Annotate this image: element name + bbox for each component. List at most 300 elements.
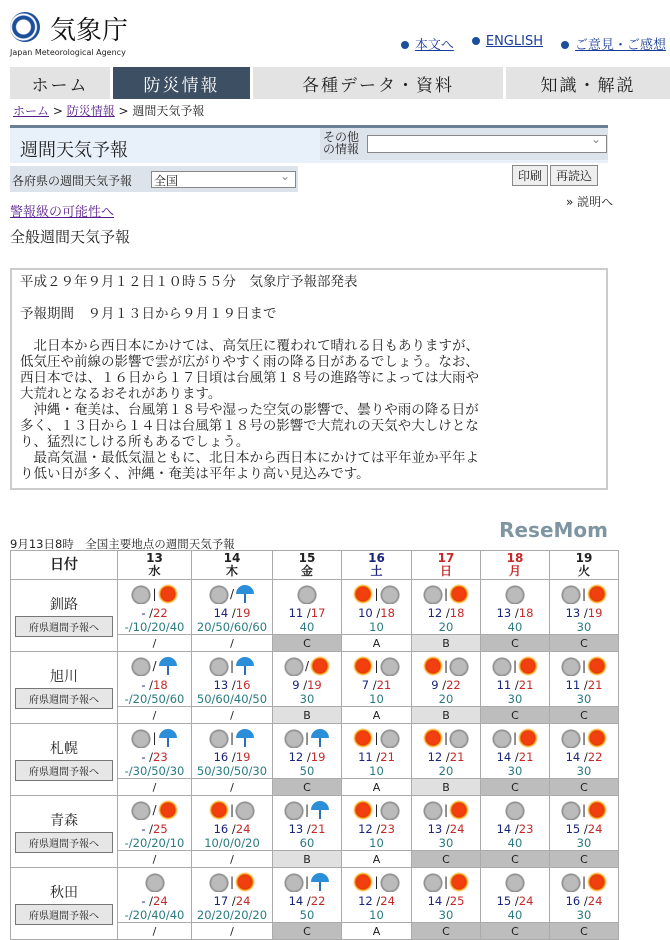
sun-icon: [423, 656, 443, 676]
weekday: 水: [148, 564, 161, 578]
reliability-cell: C: [412, 851, 481, 868]
weather-separator: |: [152, 731, 157, 745]
day-number: 13: [146, 551, 163, 565]
forecast-cell: | 12 /21 20: [412, 724, 481, 779]
cloud-icon: [235, 800, 255, 820]
cloud-icon: [561, 656, 581, 676]
min-temp: -: [141, 606, 146, 620]
sun-icon: [518, 656, 538, 676]
cloud-icon: [423, 800, 443, 820]
cloud-icon: [492, 728, 512, 748]
precip-prob: -/10/20/40: [124, 620, 185, 634]
cloud-icon: [209, 656, 229, 676]
forecast-cell: | 11 /21 30: [481, 652, 550, 707]
day-number: 16: [368, 551, 385, 565]
day-number: 17: [437, 551, 455, 565]
sun-icon: [449, 584, 469, 604]
weather-separator: |: [152, 587, 157, 601]
reliability-cell: /: [192, 707, 273, 724]
reliability-cell: A: [342, 635, 412, 652]
city-name: 旭川: [50, 669, 78, 685]
nav-knowledge[interactable]: 知識・解説: [506, 67, 670, 99]
day-number: 14: [223, 551, 241, 565]
max-temp: 21: [380, 750, 395, 764]
logo-subtitle: Japan Meteorological Agency: [10, 48, 126, 57]
precip-prob: 20/50/60/60: [196, 620, 268, 634]
pref-select[interactable]: 全国 ⌄: [151, 171, 296, 188]
precip-prob: -/30/50/30: [124, 764, 185, 778]
forecast-cell: | 14 /21 30: [481, 724, 550, 779]
precip-prob: -/20/40/40: [124, 908, 185, 922]
day-number: 18: [506, 551, 524, 565]
cloud-icon: [449, 728, 469, 748]
weather-separator: |: [304, 731, 310, 745]
breadcrumb-home[interactable]: ホーム: [13, 104, 50, 118]
min-temp: 12: [288, 750, 304, 764]
cloud-icon: [209, 728, 229, 748]
precip-prob: 50: [299, 908, 315, 922]
nav-disaster-info[interactable]: 防災情報: [113, 67, 250, 99]
main-nav: [10, 67, 670, 99]
reliability-cell: C: [481, 779, 550, 796]
weekday: 火: [577, 564, 590, 578]
cloud-icon: [561, 800, 581, 820]
umbrella-icon: [235, 656, 255, 676]
city-cell: [11, 652, 118, 724]
reliability-cell: C: [550, 707, 619, 724]
min-temp: 13: [288, 822, 304, 836]
max-temp: 21: [587, 678, 603, 692]
forecast-cell: | 12 /19 50: [273, 724, 342, 779]
breadcrumb: ホーム > 防災情報 > 週間天気予報: [13, 104, 205, 118]
weather-separator: /: [304, 659, 310, 673]
reliability-cell: C: [550, 851, 619, 868]
min-temp: 11: [565, 678, 581, 692]
max-temp: 22: [446, 678, 461, 692]
reliability-cell: A: [342, 779, 412, 796]
weather-separator: |: [374, 659, 379, 673]
reload-button[interactable]: 再読込: [550, 165, 598, 186]
precip-prob: 20: [438, 692, 454, 706]
precip-prob: -/20/20/10: [124, 836, 185, 850]
min-temp: 12: [427, 606, 443, 620]
precip-prob: 10: [369, 836, 384, 850]
forecast-text: 平成２９年９月１２日１０時５５分 気象庁予報部発表 予報期間 ９月１３日から９月１９日まで 北日本から西日本にかけては、高気圧に覆われて晴れる日もありますが、 低気圧や前線の影響で雲が広がりやすく雨の降る日があるでしょう。なお、 西日本では、１６日から１７日頃は台風第１８号の進路等によっては大雨や 大荒れとなるおそれがあります。 沖縄・奄美は、台風第１８号や湿った空気の影響で、曇りや雨の降る日が 多く、１３日から１４日は台風第１８号の影響で大荒れの天気や大しけとな り、猛烈にしける所もあるでしょう。 最高気温・最低気温ともに、北日本から西日本にかけては平年並か平年よ り低い日が多く、沖縄・奄美は平年より高い見込みです。: [10, 268, 608, 490]
forecast-cell: / - /18 -/20/50/60: [118, 652, 192, 707]
weather-separator: |: [304, 803, 310, 817]
max-temp: 18: [153, 678, 168, 692]
pref-forecast-button[interactable]: 府県週間予報へ: [15, 760, 113, 781]
max-temp: 21: [518, 750, 534, 764]
forecast-cell: | 10 /18 10: [342, 580, 412, 635]
reliability-cell: B: [273, 851, 342, 868]
forecast-cell: - /24 -/20/40/40: [118, 868, 192, 923]
cloud-icon: [131, 728, 151, 748]
min-temp: 14: [496, 822, 512, 836]
sun-icon: [310, 656, 330, 676]
cloud-icon: [131, 584, 151, 604]
weekday: 金: [300, 564, 313, 578]
reliability-cell: B: [412, 707, 481, 724]
min-temp: 14: [213, 606, 229, 620]
max-temp: 16: [235, 678, 251, 692]
day-header: [550, 551, 619, 580]
city-name: 釧路: [50, 597, 78, 613]
weather-separator: |: [229, 875, 235, 889]
reliability-cell: A: [342, 851, 412, 868]
link-english[interactable]: ENGLISH: [485, 34, 543, 49]
precip-prob: 20/20/20/20: [196, 908, 268, 922]
pref-forecast-button[interactable]: 府県週間予報へ: [15, 616, 113, 637]
precip-prob: 50/60/40/50: [196, 692, 268, 706]
min-temp: -: [141, 822, 146, 836]
print-button[interactable]: 印刷: [512, 165, 548, 186]
max-temp: 19: [587, 606, 603, 620]
min-temp: 11: [288, 606, 304, 620]
precip-prob: 30: [576, 620, 592, 634]
explain-link[interactable]: » 説明へ: [566, 195, 614, 209]
umbrella-icon: [310, 800, 330, 820]
day-header: [118, 551, 192, 580]
forecast-cell: | 17 /24 20/20/20/20: [192, 868, 273, 923]
max-temp: 18: [380, 606, 395, 620]
umbrella-icon: [235, 728, 255, 748]
sun-icon: [587, 656, 607, 676]
forecast-cell: / 9 /19 30: [273, 652, 342, 707]
cloud-icon: [284, 872, 304, 892]
weather-separator: |: [581, 803, 587, 817]
reliability-cell: C: [550, 923, 619, 940]
nav-home[interactable]: ホーム: [10, 67, 110, 99]
reliability-cell: /: [192, 851, 273, 868]
min-temp: 14: [427, 894, 443, 908]
day-header: [412, 551, 481, 580]
precip-prob: 30: [299, 692, 315, 706]
precip-prob: 40: [507, 836, 523, 850]
table-row: [11, 796, 619, 851]
precip-prob: 30: [438, 908, 454, 922]
weather-separator: |: [581, 659, 587, 673]
weather-separator: |: [443, 659, 449, 673]
sun-icon: [209, 800, 229, 820]
sun-icon: [587, 872, 607, 892]
cloud-icon: [297, 584, 317, 604]
forecast-cell: | 9 /22 20: [412, 652, 481, 707]
max-temp: 18: [449, 606, 465, 620]
sun-icon: [587, 800, 607, 820]
forecast-cell: | 14 /25 30: [412, 868, 481, 923]
forecast-cell: | 13 /21 60: [273, 796, 342, 851]
city-cell: [11, 724, 118, 796]
min-temp: 13: [496, 606, 512, 620]
reliability-cell: /: [118, 923, 192, 940]
max-temp: 18: [518, 606, 534, 620]
min-temp: 15: [496, 894, 512, 908]
table-row: [11, 868, 619, 923]
breadcrumb-current: 週間天気予報: [132, 104, 205, 118]
max-temp: 19: [310, 750, 326, 764]
max-temp: 22: [153, 606, 168, 620]
city-name: 青森: [50, 813, 78, 829]
forecast-cell: 11 /17 40: [273, 580, 342, 635]
precip-prob: 50/30/50/30: [196, 764, 268, 778]
forecast-cell: | - /23 -/30/50/30: [118, 724, 192, 779]
precip-prob: 40: [507, 620, 523, 634]
city-cell: [11, 580, 118, 652]
max-temp: 24: [235, 822, 251, 836]
cloud-icon: [380, 872, 400, 892]
cloud-icon: [561, 728, 581, 748]
max-temp: 19: [307, 678, 322, 692]
day-header: [192, 551, 273, 580]
bullet-icon: [401, 41, 409, 49]
other-info-select[interactable]: [367, 135, 607, 153]
cloud-icon: [380, 656, 400, 676]
umbrella-icon: [235, 584, 255, 604]
forecast-cell: / - /25 -/20/20/10: [118, 796, 192, 851]
min-temp: 13: [565, 606, 581, 620]
weather-separator: /: [152, 659, 157, 673]
link-main-content[interactable]: 本文へ: [414, 38, 454, 53]
cloud-icon: [209, 584, 229, 604]
cloud-icon: [380, 728, 400, 748]
forecast-cell: | 11 /21 30: [550, 652, 619, 707]
reliability-cell: C: [550, 635, 619, 652]
precip-prob: -/20/50/60: [124, 692, 185, 706]
forecast-cell: | 13 /19 30: [550, 580, 619, 635]
weather-separator: |: [512, 659, 518, 673]
forecast-cell: | 12 /18 20: [412, 580, 481, 635]
pref-forecast-button[interactable]: 府県週間予報へ: [15, 688, 113, 709]
cloud-icon: [131, 800, 151, 820]
forecast-cell: | 13 /24 30: [412, 796, 481, 851]
resemom-watermark: ReseMom: [499, 518, 608, 542]
weather-separator: |: [304, 875, 310, 889]
reliability-cell: B: [412, 779, 481, 796]
sun-icon: [518, 728, 538, 748]
reliability-cell: C: [273, 779, 342, 796]
pref-label: 各府県の週間天気予報: [12, 174, 133, 188]
weather-separator: |: [229, 659, 235, 673]
sun-icon: [353, 872, 373, 892]
day-header: [481, 551, 550, 580]
precip-prob: 10/0/0/20: [204, 836, 260, 850]
min-temp: 13: [427, 822, 443, 836]
cloud-icon: [209, 872, 229, 892]
sun-icon: [158, 584, 178, 604]
min-temp: 14: [288, 894, 304, 908]
max-temp: 25: [449, 894, 465, 908]
precip-prob: 30: [576, 836, 592, 850]
cloud-icon: [423, 584, 443, 604]
reliability-cell: B: [273, 707, 342, 724]
reliability-cell: C: [481, 851, 550, 868]
table-row: [11, 652, 619, 707]
weather-separator: |: [581, 731, 587, 745]
precip-prob: 10: [369, 692, 384, 706]
cloud-icon: [449, 656, 469, 676]
precip-prob: 30: [576, 908, 592, 922]
sun-icon: [449, 872, 469, 892]
weekday: 木: [225, 564, 238, 578]
weather-separator: |: [512, 731, 518, 745]
min-temp: 17: [213, 894, 229, 908]
weather-separator: |: [443, 803, 449, 817]
table-row: [11, 724, 619, 779]
min-temp: 16: [213, 822, 229, 836]
pref-forecast-button[interactable]: 府県週間予報へ: [15, 904, 113, 925]
cloud-icon: [145, 872, 165, 892]
precip-prob: 10: [369, 908, 384, 922]
weather-separator: |: [229, 803, 235, 817]
precip-prob: 30: [507, 692, 523, 706]
pref-select-box: [10, 166, 298, 192]
min-temp: 15: [565, 822, 581, 836]
sun-icon: [235, 872, 255, 892]
min-temp: 12: [358, 894, 373, 908]
min-temp: 10: [358, 606, 373, 620]
pref-forecast-button[interactable]: 府県週間予報へ: [15, 832, 113, 853]
section-title: 全般週間天気予報: [10, 228, 131, 246]
forecast-cell: | 15 /24 30: [550, 796, 619, 851]
weather-separator: |: [374, 875, 379, 889]
reliability-cell: /: [118, 707, 192, 724]
cloud-icon: [505, 872, 525, 892]
sun-icon: [353, 584, 373, 604]
umbrella-icon: [310, 872, 330, 892]
max-temp: 23: [518, 822, 534, 836]
weekday: 月: [508, 564, 521, 578]
min-temp: 12: [358, 822, 373, 836]
cloud-icon: [492, 656, 512, 676]
max-temp: 25: [153, 822, 168, 836]
reliability-cell: /: [192, 923, 273, 940]
max-temp: 17: [310, 606, 326, 620]
forecast-cell: 13 /18 40: [481, 580, 550, 635]
forecast-cell: | 7 /21 10: [342, 652, 412, 707]
table-row: [11, 580, 619, 635]
sun-icon: [353, 800, 373, 820]
max-temp: 24: [153, 894, 168, 908]
sun-icon: [353, 656, 373, 676]
weather-separator: |: [374, 731, 379, 745]
bullet-icon: [561, 41, 569, 49]
reliability-cell: A: [342, 923, 412, 940]
min-temp: 9: [431, 678, 439, 692]
day-header: [342, 551, 412, 580]
sun-icon: [158, 800, 178, 820]
min-temp: 13: [213, 678, 229, 692]
max-temp: 24: [587, 822, 603, 836]
reliability-cell: C: [550, 779, 619, 796]
date-header: 日付: [11, 551, 118, 580]
precip-prob: 30: [576, 692, 592, 706]
reliability-cell: /: [192, 635, 273, 652]
reliability-cell: /: [118, 779, 192, 796]
precip-prob: 30: [576, 764, 592, 778]
reliability-cell: /: [192, 779, 273, 796]
min-temp: -: [141, 894, 146, 908]
page-title: 週間天気予報: [20, 140, 128, 161]
min-temp: 16: [565, 894, 581, 908]
max-temp: 24: [518, 894, 534, 908]
precip-prob: 60: [299, 836, 315, 850]
forecast-cell: | 12 /23 10: [342, 796, 412, 851]
forecast-cell: / 14 /19 20/50/60/60: [192, 580, 273, 635]
min-temp: 11: [358, 750, 373, 764]
weather-separator: |: [374, 587, 379, 601]
reliability-cell: C: [481, 635, 550, 652]
forecast-cell: | 12 /24 10: [342, 868, 412, 923]
precip-prob: 20: [438, 764, 454, 778]
city-name: 札幌: [50, 741, 78, 757]
top-links: [401, 34, 666, 53]
min-temp: 14: [496, 750, 512, 764]
cloud-icon: [380, 584, 400, 604]
precip-prob: 30: [507, 764, 523, 778]
sun-icon: [587, 584, 607, 604]
min-temp: -: [141, 750, 146, 764]
day-header: [273, 551, 342, 580]
weather-separator: |: [443, 731, 449, 745]
day-number: 19: [575, 551, 593, 565]
link-feedback[interactable]: ご意見・ご感想: [574, 38, 666, 53]
cloud-icon: [423, 872, 443, 892]
city-name: 秋田: [50, 885, 78, 901]
min-temp: 14: [565, 750, 581, 764]
day-number: 15: [298, 551, 316, 565]
reliability-cell: B: [412, 635, 481, 652]
forecast-cell: 15 /24 40: [481, 868, 550, 923]
reliability-cell: /: [118, 851, 192, 868]
cloud-icon: [284, 728, 304, 748]
nav-data[interactable]: 各種データ・資料: [253, 67, 503, 99]
reliability-cell: /: [118, 635, 192, 652]
sun-icon: [449, 800, 469, 820]
reliability-cell: A: [342, 707, 412, 724]
jma-emblem-icon: [10, 12, 40, 42]
umbrella-icon: [158, 728, 178, 748]
max-temp: 22: [587, 750, 603, 764]
reliability-cell: C: [273, 923, 342, 940]
cloud-icon: [284, 656, 304, 676]
reliability-cell: C: [273, 635, 342, 652]
cloud-icon: [380, 800, 400, 820]
precip-prob: 40: [299, 620, 315, 634]
precip-prob: 40: [507, 908, 523, 922]
weekday: 日: [439, 564, 452, 578]
warning-level-link[interactable]: 警報級の可能性へ: [10, 205, 115, 220]
title-bar: [10, 125, 608, 163]
breadcrumb-disaster[interactable]: 防災情報: [66, 104, 115, 118]
cloud-icon: [131, 656, 151, 676]
city-cell: [11, 868, 118, 940]
weather-separator: /: [152, 803, 157, 817]
max-temp: 24: [587, 894, 603, 908]
max-temp: 24: [235, 894, 251, 908]
precip-prob: 30: [438, 836, 454, 850]
forecast-cell: | 16 /19 50/30/50/30: [192, 724, 273, 779]
umbrella-icon: [158, 656, 178, 676]
forecast-cell: 14 /23 40: [481, 796, 550, 851]
reliability-cell: C: [412, 923, 481, 940]
weather-separator: |: [443, 587, 449, 601]
cloud-icon: [505, 584, 525, 604]
precip-prob: 50: [299, 764, 315, 778]
max-temp: 24: [449, 822, 465, 836]
logo-title: 気象庁: [50, 16, 129, 46]
weather-separator: |: [229, 731, 235, 745]
